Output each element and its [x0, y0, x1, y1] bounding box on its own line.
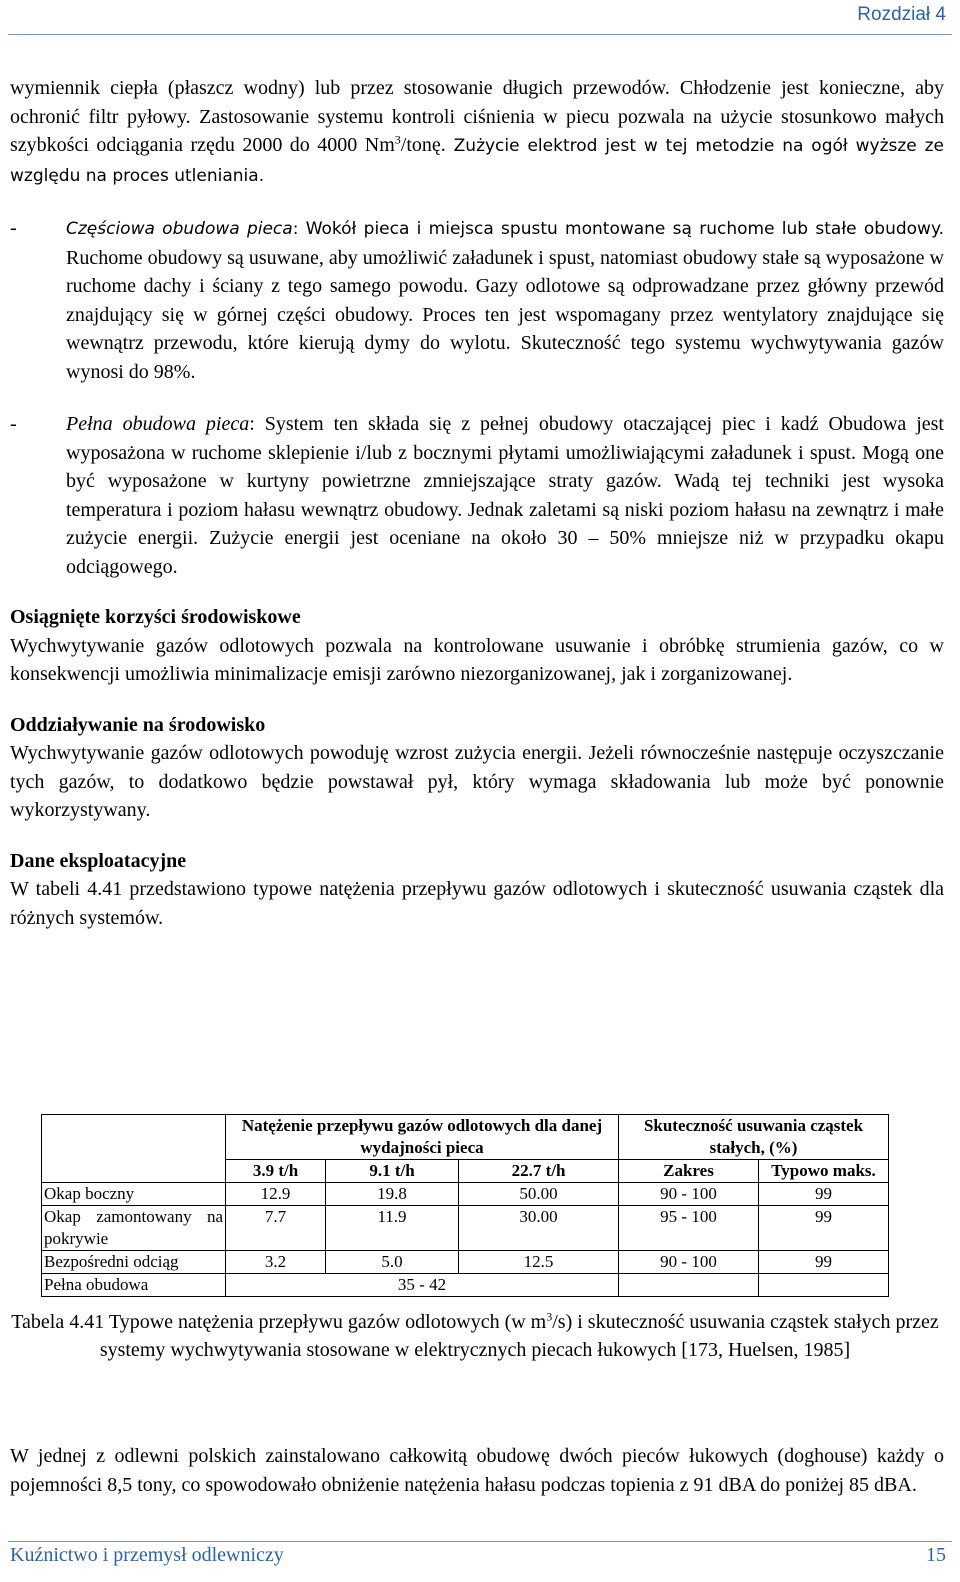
table-cell: 5.0 — [326, 1251, 459, 1274]
intro-text-1: wymiennik ciepła (płaszcz wodny) lub przez stosowanie długich przewodów. Chłodzenie jest konieczne, aby ochronić filtr pyłowy. Zastosowanie systemu kontroli ciśnienia w piecu pozwala na użycie stosunkowo małych szybkości odciągania rzędu 2000 do 4000 Nm — [10, 77, 944, 156]
row-label: Okap zamontowany na pokrywie — [42, 1206, 226, 1251]
table-caption: Tabela 4.41 Typowe natężenia przepływu gazów odlotowych (w $m^3/s$) i skuteczność usuwania cząstek stałych przez systemy wychwytywania stosowane w elektrycznych piecach łukowych [173, Huelsen, 1985] — [11, 1309, 939, 1361]
table-cell: 35 - 42 — [226, 1274, 619, 1297]
table-row — [42, 1183, 889, 1206]
section-heading: Oddziaływanie na środowisko — [10, 713, 266, 736]
page-number: 15 — [926, 1544, 946, 1566]
table-row — [42, 1206, 889, 1251]
table-cell: 12.9 — [226, 1183, 326, 1206]
intro-paragraph — [10, 74, 944, 190]
final-paragraph: W jednej z odlewni polskich zainstalowano całkowitą obudowę dwóch pieców łukowych (doghouse) każdy o pojemności 8,5 tony, co spowodowało obniżenie natężenia hałasu podczas topienia z 91 dBA do poniżej 85 dBA. — [10, 1445, 944, 1496]
footer-divider — [8, 1541, 952, 1542]
table-cell: 95 - 100 — [619, 1206, 759, 1251]
table-cell: 3.2 — [226, 1251, 326, 1274]
table-cell: 50.00 — [459, 1183, 619, 1206]
list-item — [10, 214, 944, 386]
list-dash: - — [10, 217, 17, 239]
table-cell: 7.7 — [226, 1206, 326, 1251]
header-divider — [8, 34, 952, 35]
list-dash: - — [10, 413, 17, 435]
list-item — [10, 410, 944, 581]
table-row — [42, 1251, 889, 1274]
table-cell: 99 — [759, 1206, 889, 1251]
footer-title: Kuźnictwo i przemysł odlewniczy — [10, 1544, 284, 1566]
table-cell: 99 — [759, 1183, 889, 1206]
list-item-term: Pełna obudowa pieca — [66, 413, 250, 435]
table-cell: 30.00 — [459, 1206, 619, 1251]
table-corner-cell — [42, 1115, 226, 1183]
table-cell: 12.5 — [459, 1251, 619, 1274]
table-group-header: Natężenie przepływu gazów odlotowych dla danej wydajności pieca — [226, 1115, 619, 1160]
section-body: W tabeli 4.41 przedstawiono typowe natężenia przepływu gazów odlotowych i skuteczność usuwania cząstek dla różnych systemów. — [10, 878, 944, 929]
caption-superscript: 3 — [546, 1309, 553, 1324]
section-body: Wychwytywanie gazów odlotowych powoduję wzrost zużycia energii. Jeżeli równocześnie następuje oczyszczanie tych gazów, to dodatkowo będzie powstawał pył, który wymaga składowania lub może być ponownie wykorzystywany. — [10, 742, 944, 821]
table-column-header: 9.1 t/h — [326, 1160, 459, 1183]
table-column-header: 3.9 t/h — [226, 1160, 326, 1183]
row-label: Pełna obudowa — [42, 1274, 226, 1297]
row-label: Bezpośredni odciąg — [42, 1251, 226, 1274]
list-item-text: : Wokół pieca i miejsca spustu montowane są ruchome lub stałe obudowy. — [292, 219, 944, 239]
data-table — [41, 1114, 889, 1297]
intro-text-2: /tonę. — [400, 134, 446, 156]
table-header-row — [42, 1115, 889, 1160]
intro-superscript: 3 — [394, 132, 401, 147]
list-item-text: : System ten składa się z pełnej obudowy otaczającej piec i kadź Obudowa jest wyposażona w ruchome sklepienie i/lub z bocznymi płytami umożliwiającymi załadunek i spust. Mogą one być wyposażone w kurtyny powietrzne zmniejszające straty gazów. Wadą tej techniki jest wysoka temperatura i poziom hałasu wewnątrz obudowy. Jednak zaletami są niski poziom hałasu na zewnątrz i małe zużycie energii. Zużycie energii jest oceniane na około 30 – 50% mniejsze niż w przypadku okapu odciągowego. — [66, 413, 944, 578]
section-body: Wychwytywanie gazów odlotowych pozwala na kontrolowane usuwanie i obróbkę strumienia gazów, co w konsekwencji umożliwia minimalizacje emisji zarówno niezorganizowanej, jak i zorganizowanej. — [10, 634, 944, 685]
table-row — [42, 1274, 889, 1297]
table-column-header: Typowo maks. — [759, 1160, 889, 1183]
table-cell: 19.8 — [326, 1183, 459, 1206]
page-content — [10, 74, 944, 932]
table-column-header: Zakres — [619, 1160, 759, 1183]
intro-text-3: Zużycie elektrod jest w tej metodzie na ogół wyższe ze względu na proces utleniania. — [10, 136, 944, 186]
table-cell: 11.9 — [326, 1206, 459, 1251]
table-column-header: 22.7 t/h — [459, 1160, 619, 1183]
section-heading: Osiągnięte korzyści środowiskowe — [10, 606, 301, 628]
table-cell: 90 - 100 — [619, 1183, 759, 1206]
table-cell — [619, 1274, 759, 1297]
table-group-header: Skuteczność usuwania cząstek stałych, (%) — [619, 1115, 889, 1160]
list-item-text: Ruchome obudowy są usuwane, aby umożliwić załadunek i spust, natomiast obudowy stałe są wyposażone w ruchome dachy i ściany z tego samego powodu. Gazy odlotowe są odprowadzane przez główny przewód znajdujący się w górnej części obudowy. Proces ten jest wspomagany przez wentylatory znajdujące się wewnątrz przewodu, które kierują dymy do wylotu. Skuteczność tego systemu wychwytywania gazów wynosi do 98%. — [66, 246, 944, 383]
list-item-term: Częściowa obudowa pieca — [66, 219, 293, 239]
table-cell: 90 - 100 — [619, 1251, 759, 1274]
section-heading: Dane eksploatacyjne — [10, 849, 187, 872]
table-cell: 99 — [759, 1251, 889, 1274]
chapter-header: Rozdział 4 — [857, 4, 946, 25]
table-cell — [759, 1274, 889, 1297]
row-label: Okap boczny — [42, 1183, 226, 1206]
